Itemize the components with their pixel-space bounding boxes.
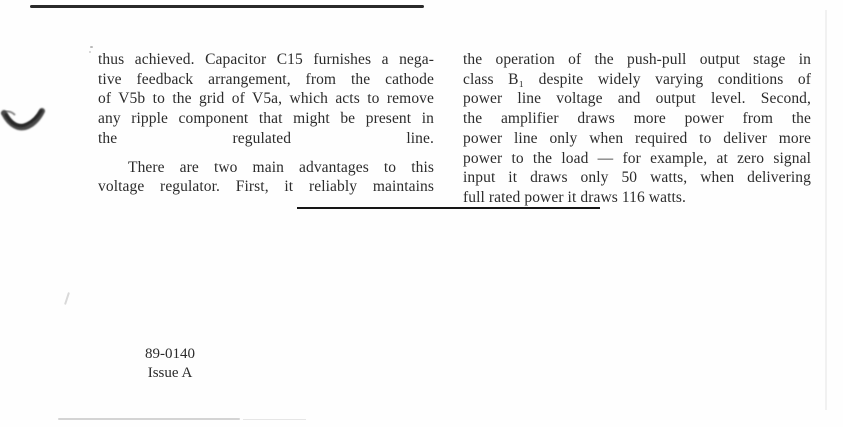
document-number: 89-0140 [145, 346, 195, 362]
center-scan-line [297, 207, 600, 209]
text-line: power line only when required to deliver more [463, 129, 811, 147]
text-line: power line voltage and output level. Second, [463, 90, 811, 108]
paragraph [98, 158, 434, 197]
text-line: of V5b to the grid of V5a, which acts to remove [98, 90, 434, 108]
right-scan-edge-line [825, 10, 827, 410]
issue-label: Issue A [147, 364, 193, 381]
text-line: any ripple component that might be present in [98, 110, 434, 128]
text-line: power to the load — for example, at zero signal [463, 149, 811, 167]
text-line: thus achieved. Capacitor C15 furnishes a nega- [98, 51, 434, 68]
text-line: class B₁ despite widely varying conditions of [463, 70, 811, 88]
scan-speck [89, 51, 91, 53]
paragraph [463, 50, 811, 208]
faint-margin-scribble [64, 292, 70, 305]
left-text-column [98, 50, 434, 197]
pen-mark [0, 100, 48, 142]
page-footer [133, 345, 207, 382]
text-line: the operation of the push-pull output stage in [463, 51, 811, 68]
paragraph [98, 50, 434, 149]
text-line: the regulated line. [98, 129, 434, 147]
text-line: voltage regulator. First, it reliably maintains [98, 178, 434, 196]
scan-speck [90, 46, 93, 48]
bottom-scan-edge-line [58, 418, 240, 420]
text-line: tive feedback arrangement, from the cathode [98, 70, 434, 88]
bottom-scan-edge-line-faint [243, 419, 306, 420]
text-line: There are two main advantages to this [128, 158, 434, 176]
top-scan-edge-line [30, 5, 424, 8]
text-line: full rated power it draws 116 watts. [463, 188, 686, 206]
text-line: input it draws only 50 watts, when delivering [463, 169, 811, 187]
right-text-column [463, 50, 811, 208]
text-line: the amplifier draws more power from the [463, 110, 811, 128]
